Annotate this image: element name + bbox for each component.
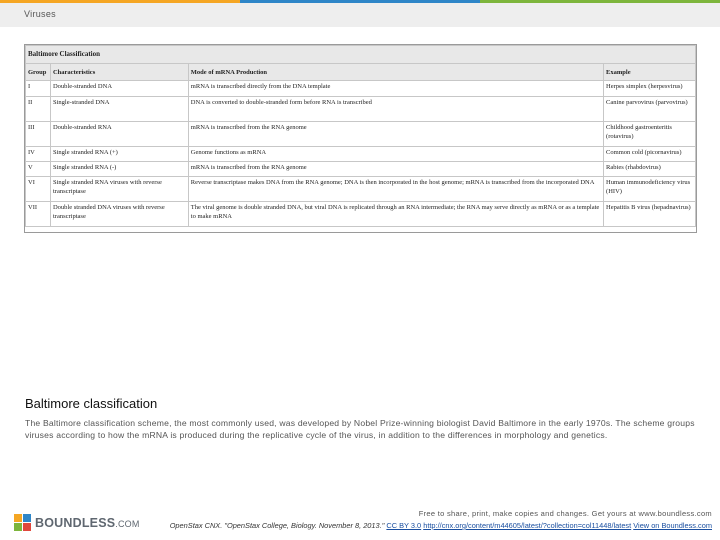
column-header-characteristics: Characteristics — [50, 64, 188, 81]
boundless-wordmark — [35, 516, 140, 530]
license-link[interactable]: CC BY 3.0 — [386, 521, 422, 530]
table-row — [26, 147, 696, 162]
cell-characteristics: Single stranded RNA (+) — [50, 147, 188, 162]
cell-group: IV — [26, 147, 51, 162]
cell-group: VII — [26, 202, 51, 227]
column-header-mode: Mode of mRNA Production — [188, 64, 603, 81]
table-row — [26, 202, 696, 227]
citation — [152, 522, 712, 531]
cell-mode: Genome functions as mRNA — [188, 147, 603, 162]
column-header-example: Example — [604, 64, 696, 81]
cell-group: III — [26, 122, 51, 147]
table-row — [26, 81, 696, 97]
source-link[interactable]: http://cnx.org/content/m44605/latest/?collection=col11448/latest — [423, 521, 632, 530]
table-caption: Baltimore Classification — [26, 46, 696, 64]
cell-characteristics: Single stranded RNA (-) — [50, 162, 188, 177]
cell-mode: DNA is converted to double-stranded form before RNA is transcribed — [188, 97, 603, 122]
cell-characteristics: Double stranded DNA viruses with reverse transcriptase — [50, 202, 188, 227]
logo-main: BOUNDLESS — [35, 515, 116, 530]
cell-group: VI — [26, 177, 51, 202]
cell-group: I — [26, 81, 51, 97]
cell-group: II — [26, 97, 51, 122]
cell-characteristics: Single stranded RNA viruses with reverse transcriptase — [50, 177, 188, 202]
cell-characteristics: Double-stranded DNA — [50, 81, 188, 97]
cell-example: Common cold (picornavirus) — [604, 147, 696, 162]
section-heading: Baltimore classification — [25, 396, 158, 411]
column-header-group: Group — [26, 64, 51, 81]
slide-header — [0, 3, 720, 27]
cell-mode: mRNA is transcribed from the RNA genome — [188, 122, 603, 147]
cell-example: Rabies (rhabdovirus) — [604, 162, 696, 177]
cell-example: Childhood gastroenteritis (rotavirus) — [604, 122, 696, 147]
boundless-logo-icon — [14, 514, 31, 531]
baltimore-table — [25, 45, 696, 227]
cell-mode: mRNA is transcribed directly from the DNA template — [188, 81, 603, 97]
table-row — [26, 162, 696, 177]
cell-mode: The viral genome is double stranded DNA, but viral DNA is replicated through an RNA intermediate; the RNA may serve directly as mRNA or as a template to make mRNA — [188, 202, 603, 227]
cell-example: Hepatitis B virus (hepadnavirus) — [604, 202, 696, 227]
section-body: The Baltimore classification scheme, the most commonly used, was developed by Nobel Prize-winning biologist David Baltimore in the early 1970s. The scheme groups viruses according to how the mRNA is produced during the replicative cycle of the virus, in addition to the differences in morphology and genetics. — [25, 418, 695, 440]
cell-example: Human immunodeficiency virus (HIV) — [604, 177, 696, 202]
baltimore-table-figure — [24, 44, 697, 233]
table-row — [26, 97, 696, 122]
view-on-boundless-link[interactable]: View on Boundless.com — [633, 521, 712, 530]
cell-example: Canine parvovirus (parvovirus) — [604, 97, 696, 122]
cell-mode: mRNA is transcribed from the RNA genome — [188, 162, 603, 177]
logo-suffix: .COM — [115, 518, 140, 529]
cell-mode: Reverse transcriptase makes DNA from the RNA genome; DNA is then incorporated in the host genome; mRNA is transcribed from the incorporated DNA — [188, 177, 603, 202]
boundless-logo[interactable] — [14, 514, 140, 531]
cell-characteristics: Double-stranded RNA — [50, 122, 188, 147]
slide-title: Viruses — [24, 9, 56, 19]
table-row — [26, 122, 696, 147]
cell-characteristics: Single-stranded DNA — [50, 97, 188, 122]
cell-example: Herpes simplex (herpesvirus) — [604, 81, 696, 97]
table-row — [26, 177, 696, 202]
free-to-share-text: Free to share, print, make copies and changes. Get yours at www.boundless.com — [418, 509, 712, 518]
citation-prefix: OpenStax CNX. "OpenStax College, Biology. November 8, 2013." — [169, 521, 385, 530]
cell-group: V — [26, 162, 51, 177]
